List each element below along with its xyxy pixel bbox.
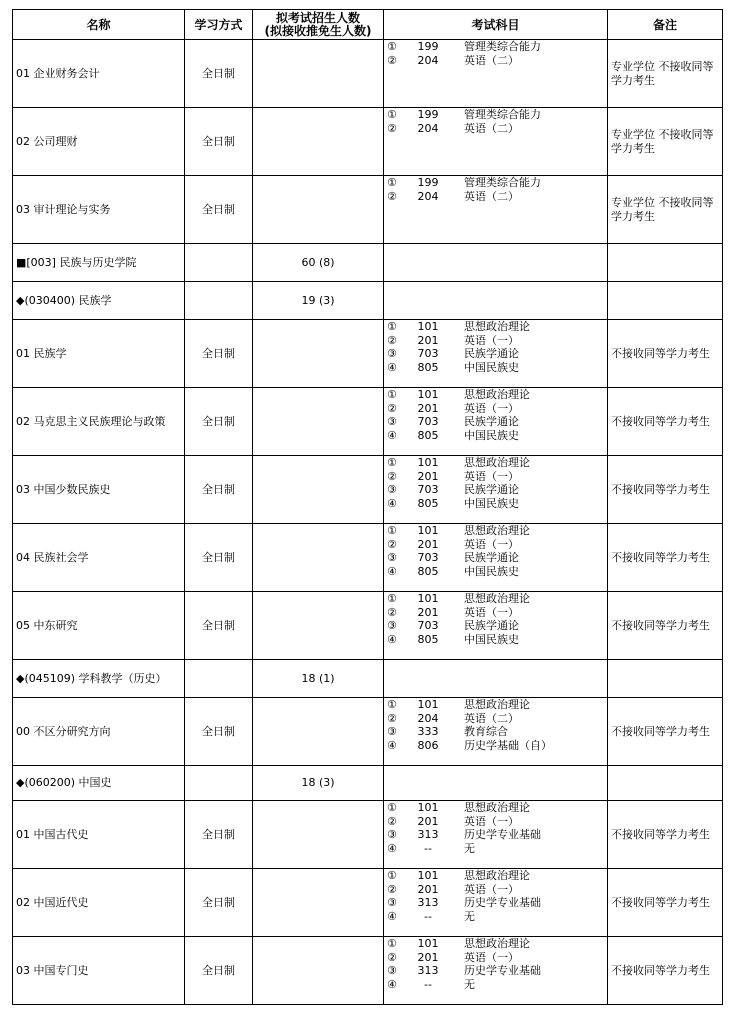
- exam-code: 199: [417, 40, 439, 53]
- exam-number: ②: [387, 333, 397, 347]
- exam-code: 805: [417, 360, 439, 374]
- cell-mode: [185, 244, 253, 282]
- cell-note: 不接收同等学力考生: [608, 388, 723, 456]
- table-row: [13, 388, 723, 456]
- exam-number: ②: [387, 950, 397, 964]
- exam-number: ①: [387, 698, 397, 711]
- exam-code: 199: [417, 108, 439, 121]
- exam-number: ③: [387, 725, 397, 739]
- cell-plan: [253, 869, 384, 937]
- cell-name: ◆(060200) 中国史: [13, 766, 185, 801]
- exam-line: [384, 739, 607, 753]
- exam-code: 101: [417, 801, 439, 814]
- exam-code: 703: [417, 347, 439, 361]
- exam-number: ③: [387, 828, 397, 842]
- exam-code: 201: [417, 537, 439, 551]
- exam-line: [384, 698, 607, 712]
- exam-subject: 管理类综合能力: [464, 108, 541, 121]
- exam-line: [384, 937, 607, 951]
- exam-number: ①: [387, 937, 397, 950]
- exam-number: ④: [387, 564, 397, 578]
- exam-code: 703: [417, 619, 439, 633]
- cell-mode: [185, 766, 253, 801]
- exam-number: ③: [387, 619, 397, 633]
- cell-name: 02 马克思主义民族理论与政策: [13, 388, 185, 456]
- exam-number: ②: [387, 605, 397, 619]
- exam-subject: 中国民族史: [464, 428, 519, 442]
- exam-line: [384, 415, 607, 429]
- exam-line: [384, 470, 607, 484]
- exam-line: [384, 497, 607, 511]
- exam-line: [384, 538, 607, 552]
- exam-code: 204: [417, 711, 439, 725]
- header-note: 备注: [608, 10, 723, 40]
- exam-line: [384, 388, 607, 402]
- exam-number: ④: [387, 632, 397, 646]
- cell-name: 02 公司理财: [13, 108, 185, 176]
- exam-line: [384, 429, 607, 443]
- exam-line: [384, 883, 607, 897]
- cell-plan: [253, 592, 384, 660]
- cell-plan: 18 (1): [253, 660, 384, 698]
- cell-name: 03 审计理论与实务: [13, 176, 185, 244]
- exam-number: ③: [387, 483, 397, 497]
- cell-name: ◆(030400) 民族学: [13, 282, 185, 320]
- exam-number: ③: [387, 964, 397, 978]
- exam-line: [384, 619, 607, 633]
- exam-number: ④: [387, 360, 397, 374]
- cell-exams: [384, 282, 608, 320]
- exam-line: [384, 951, 607, 965]
- section-row: [13, 766, 723, 801]
- exam-number: ①: [387, 801, 397, 814]
- exam-line: [384, 456, 607, 470]
- cell-note: [608, 244, 723, 282]
- exam-code: 204: [417, 189, 439, 203]
- exam-line: [384, 910, 607, 924]
- exam-subject: 历史学基础（自）: [464, 738, 552, 752]
- exam-number: ①: [387, 40, 397, 53]
- exam-code: --: [424, 977, 432, 991]
- table-row: [13, 869, 723, 937]
- exam-code: 101: [417, 320, 439, 333]
- cell-plan: [253, 320, 384, 388]
- exam-code: 101: [417, 698, 439, 711]
- cell-exams: [384, 698, 608, 766]
- cell-plan: [253, 524, 384, 592]
- exam-subject: 英语（一）: [464, 537, 519, 551]
- exam-line: [384, 108, 607, 122]
- exam-number: ①: [387, 524, 397, 537]
- exam-code: 805: [417, 496, 439, 510]
- header-mode: 学习方式: [185, 10, 253, 40]
- exam-line: [384, 361, 607, 375]
- exam-subject: 英语（二）: [464, 189, 519, 203]
- exam-code: --: [424, 841, 432, 855]
- exam-code: 201: [417, 882, 439, 896]
- exam-line: [384, 896, 607, 910]
- cell-mode: 全日制: [185, 524, 253, 592]
- exam-line: [384, 978, 607, 992]
- exam-subject: 民族学通论: [464, 551, 519, 565]
- cell-name: 01 民族学: [13, 320, 185, 388]
- section-row: [13, 660, 723, 698]
- exam-number: ①: [387, 456, 397, 469]
- exam-number: ③: [387, 896, 397, 910]
- exam-line: [384, 402, 607, 416]
- exam-number: ①: [387, 869, 397, 882]
- exam-subject: 中国民族史: [464, 496, 519, 510]
- exam-number: ④: [387, 496, 397, 510]
- table-row: [13, 176, 723, 244]
- table-row: [13, 456, 723, 524]
- table-row: [13, 320, 723, 388]
- cell-name: ■[003] 民族与历史学院: [13, 244, 185, 282]
- exam-number: ②: [387, 469, 397, 483]
- cell-note: 专业学位 不接收同等学力考生: [608, 108, 723, 176]
- cell-exams: [384, 244, 608, 282]
- cell-note: [608, 766, 723, 801]
- cell-note: 不接收同等学力考生: [608, 937, 723, 1005]
- exam-line: [384, 964, 607, 978]
- cell-exams: [384, 176, 608, 244]
- exam-subject: 无: [464, 909, 475, 923]
- exam-subject: 无: [464, 841, 475, 855]
- exam-code: 101: [417, 592, 439, 605]
- cell-mode: [185, 282, 253, 320]
- cell-mode: 全日制: [185, 869, 253, 937]
- cell-note: 专业学位 不接收同等学力考生: [608, 40, 723, 108]
- cell-name: 00 不区分研究方向: [13, 698, 185, 766]
- exam-subject: 英语（二）: [464, 53, 519, 67]
- exam-subject: 思想政治理论: [464, 869, 530, 882]
- exam-subject: 英语（一）: [464, 814, 519, 828]
- exam-subject: 英语（一）: [464, 469, 519, 483]
- exam-code: 204: [417, 121, 439, 135]
- exam-code: 805: [417, 428, 439, 442]
- exam-code: 333: [417, 725, 439, 739]
- exam-line: [384, 842, 607, 856]
- cell-mode: 全日制: [185, 937, 253, 1005]
- section-row: [13, 282, 723, 320]
- cell-note: 不接收同等学力考生: [608, 801, 723, 869]
- exam-line: [384, 122, 607, 136]
- cell-exams: [384, 320, 608, 388]
- table-body: [13, 40, 723, 1005]
- table-row: [13, 698, 723, 766]
- exam-subject: 民族学通论: [464, 415, 519, 429]
- exam-subject: 教育综合: [464, 725, 508, 739]
- cell-note: 不接收同等学力考生: [608, 524, 723, 592]
- cell-plan: [253, 456, 384, 524]
- table-row: [13, 40, 723, 108]
- exam-number: ②: [387, 537, 397, 551]
- exam-number: ②: [387, 882, 397, 896]
- exam-subject: 英语（二）: [464, 121, 519, 135]
- exam-number: ④: [387, 841, 397, 855]
- exam-line: [384, 869, 607, 883]
- exam-number: ②: [387, 121, 397, 135]
- exam-subject: 历史学专业基础: [464, 828, 541, 842]
- exam-line: [384, 815, 607, 829]
- exam-number: ③: [387, 551, 397, 565]
- exam-subject: 英语（一）: [464, 882, 519, 896]
- cell-plan: 60 (8): [253, 244, 384, 282]
- exam-subject: 英语（一）: [464, 401, 519, 415]
- cell-name: 03 中国专门史: [13, 937, 185, 1005]
- exam-code: 805: [417, 632, 439, 646]
- exam-line: [384, 712, 607, 726]
- exam-number: ②: [387, 189, 397, 203]
- exam-subject: 思想政治理论: [464, 592, 530, 605]
- exam-number: ④: [387, 977, 397, 991]
- exam-code: 101: [417, 388, 439, 401]
- exam-code: 201: [417, 950, 439, 964]
- exam-subject: 中国民族史: [464, 632, 519, 646]
- cell-note: 不接收同等学力考生: [608, 320, 723, 388]
- exam-code: 703: [417, 415, 439, 429]
- exam-subject: 思想政治理论: [464, 698, 530, 711]
- exam-code: 101: [417, 456, 439, 469]
- exam-subject: 思想政治理论: [464, 937, 530, 950]
- cell-name: 03 中国少数民族史: [13, 456, 185, 524]
- exam-subject: 民族学通论: [464, 619, 519, 633]
- cell-plan: [253, 698, 384, 766]
- cell-mode: 全日制: [185, 801, 253, 869]
- exam-number: ③: [387, 415, 397, 429]
- cell-name: 04 民族社会学: [13, 524, 185, 592]
- cell-exams: [384, 40, 608, 108]
- cell-note: 不接收同等学力考生: [608, 869, 723, 937]
- cell-plan: [253, 108, 384, 176]
- exam-line: [384, 334, 607, 348]
- enrollment-table: [12, 9, 723, 1005]
- cell-note: [608, 282, 723, 320]
- header-name: 名称: [13, 10, 185, 40]
- cell-plan: [253, 801, 384, 869]
- cell-exams: [384, 937, 608, 1005]
- exam-subject: 民族学通论: [464, 347, 519, 361]
- exam-subject: 历史学专业基础: [464, 964, 541, 978]
- exam-subject: 思想政治理论: [464, 320, 530, 333]
- exam-line: [384, 320, 607, 334]
- exam-code: 201: [417, 814, 439, 828]
- cell-mode: 全日制: [185, 456, 253, 524]
- exam-line: [384, 592, 607, 606]
- cell-exams: [384, 660, 608, 698]
- exam-subject: 思想政治理论: [464, 388, 530, 401]
- exam-code: 313: [417, 964, 439, 978]
- exam-number: ①: [387, 388, 397, 401]
- exam-code: 201: [417, 333, 439, 347]
- exam-line: [384, 801, 607, 815]
- cell-exams: [384, 524, 608, 592]
- cell-note: 不接收同等学力考生: [608, 456, 723, 524]
- cell-note: 不接收同等学力考生: [608, 698, 723, 766]
- exam-number: ②: [387, 711, 397, 725]
- exam-code: 703: [417, 483, 439, 497]
- exam-code: 201: [417, 401, 439, 415]
- exam-line: [384, 551, 607, 565]
- cell-exams: [384, 456, 608, 524]
- exam-subject: 中国民族史: [464, 360, 519, 374]
- exam-number: ④: [387, 738, 397, 752]
- exam-number: ①: [387, 108, 397, 121]
- table-row: [13, 524, 723, 592]
- exam-line: [384, 176, 607, 190]
- exam-subject: 中国民族史: [464, 564, 519, 578]
- exam-line: [384, 606, 607, 620]
- cell-exams: [384, 388, 608, 456]
- cell-plan: [253, 176, 384, 244]
- cell-exams: [384, 801, 608, 869]
- exam-subject: 思想政治理论: [464, 524, 530, 537]
- exam-code: 806: [417, 738, 439, 752]
- exam-subject: 英语（一）: [464, 605, 519, 619]
- table-row: [13, 108, 723, 176]
- exam-code: 805: [417, 564, 439, 578]
- cell-note: 不接收同等学力考生: [608, 592, 723, 660]
- exam-line: [384, 190, 607, 204]
- cell-name: 05 中东研究: [13, 592, 185, 660]
- exam-number: ③: [387, 347, 397, 361]
- cell-exams: [384, 592, 608, 660]
- exam-code: 703: [417, 551, 439, 565]
- cell-plan: 19 (3): [253, 282, 384, 320]
- cell-name: 01 中国古代史: [13, 801, 185, 869]
- exam-number: ①: [387, 176, 397, 189]
- exam-number: ②: [387, 401, 397, 415]
- exam-subject: 民族学通论: [464, 483, 519, 497]
- exam-code: 204: [417, 53, 439, 67]
- table-row: [13, 801, 723, 869]
- cell-plan: [253, 40, 384, 108]
- exam-line: [384, 40, 607, 54]
- exam-line: [384, 483, 607, 497]
- exam-number: ①: [387, 592, 397, 605]
- exam-subject: 思想政治理论: [464, 456, 530, 469]
- cell-mode: 全日制: [185, 176, 253, 244]
- cell-name: 01 企业财务会计: [13, 40, 185, 108]
- exam-code: 101: [417, 524, 439, 537]
- cell-plan: [253, 937, 384, 1005]
- cell-exams: [384, 869, 608, 937]
- exam-subject: 无: [464, 977, 475, 991]
- exam-number: ④: [387, 909, 397, 923]
- exam-code: --: [424, 909, 432, 923]
- cell-exams: [384, 108, 608, 176]
- exam-line: [384, 828, 607, 842]
- exam-code: 101: [417, 869, 439, 882]
- cell-name: ◆(045109) 学科教学（历史）: [13, 660, 185, 698]
- exam-line: [384, 524, 607, 538]
- exam-line: [384, 725, 607, 739]
- exam-subject: 英语（一）: [464, 333, 519, 347]
- table-row: [13, 937, 723, 1005]
- header-plan-line1: 拟考试招生人数: [275, 10, 360, 25]
- exam-line: [384, 633, 607, 647]
- exam-subject: 思想政治理论: [464, 801, 530, 814]
- exam-number: ④: [387, 428, 397, 442]
- cell-exams: [384, 766, 608, 801]
- cell-note: 专业学位 不接收同等学力考生: [608, 176, 723, 244]
- cell-mode: 全日制: [185, 388, 253, 456]
- table-row: [13, 592, 723, 660]
- cell-mode: 全日制: [185, 592, 253, 660]
- exam-code: 313: [417, 896, 439, 910]
- exam-code: 201: [417, 605, 439, 619]
- cell-mode: 全日制: [185, 320, 253, 388]
- exam-number: ②: [387, 53, 397, 67]
- cell-plan: 18 (3): [253, 766, 384, 801]
- exam-code: 101: [417, 937, 439, 950]
- exam-code: 199: [417, 176, 439, 189]
- section-row: [13, 244, 723, 282]
- cell-mode: 全日制: [185, 40, 253, 108]
- cell-note: [608, 660, 723, 698]
- exam-line: [384, 565, 607, 579]
- exam-line: [384, 347, 607, 361]
- exam-code: 201: [417, 469, 439, 483]
- exam-subject: 管理类综合能力: [464, 176, 541, 189]
- exam-number: ①: [387, 320, 397, 333]
- cell-mode: [185, 660, 253, 698]
- exam-subject: 历史学专业基础: [464, 896, 541, 910]
- exam-subject: 管理类综合能力: [464, 40, 541, 53]
- exam-subject: 英语（一）: [464, 950, 519, 964]
- exam-number: ②: [387, 814, 397, 828]
- header-plan-line2: (拟接收推免生人数): [264, 23, 372, 38]
- cell-mode: 全日制: [185, 108, 253, 176]
- header-exam: 考试科目: [384, 10, 608, 40]
- exam-line: [384, 54, 607, 68]
- exam-code: 313: [417, 828, 439, 842]
- cell-plan: [253, 388, 384, 456]
- header-row: [13, 10, 723, 40]
- header-plan: [253, 10, 384, 40]
- exam-subject: 英语（二）: [464, 711, 519, 725]
- cell-name: 02 中国近代史: [13, 869, 185, 937]
- cell-mode: 全日制: [185, 698, 253, 766]
